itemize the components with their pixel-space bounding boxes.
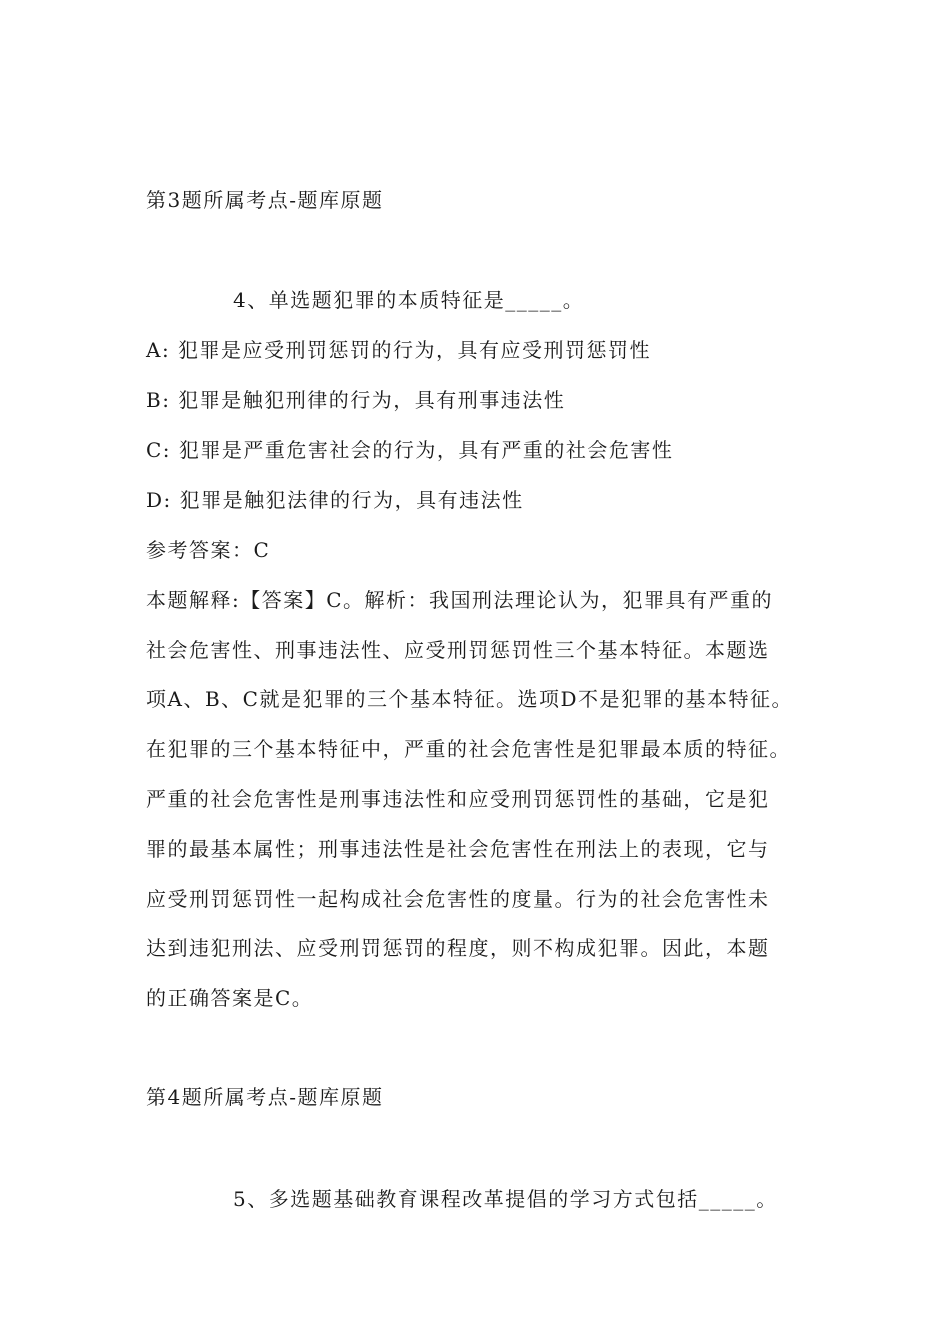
explanation-line: 应受刑罚惩罚性一起构成社会危害性的度量。行为的社会危害性未 <box>146 887 770 911</box>
question-4-option-b: B: 犯罪是触犯刑律的行为，具有刑事违法性 <box>146 388 566 412</box>
question-5-stem: 5、多选题基础教育课程改革提倡的学习方式包括_____。 <box>233 1187 778 1211</box>
section-3-topic: 第3题所属考点-题库原题 <box>146 188 384 212</box>
explanation-line: 达到违犯刑法、应受刑罚惩罚的程度，则不构成犯罪。因此，本题 <box>146 936 770 960</box>
section-4-topic: 第4题所属考点-题库原题 <box>146 1085 384 1109</box>
explanation-line: 在犯罪的三个基本特征中，严重的社会危害性是犯罪最本质的特征。 <box>146 737 791 761</box>
question-4-option-a: A: 犯罪是应受刑罚惩罚的行为，具有应受刑罚惩罚性 <box>146 338 652 362</box>
explanation-line: 本题解释:【答案】C。解析：我国刑法理论认为，犯罪具有严重的 <box>146 588 774 612</box>
explanation-line: 的正确答案是C。 <box>146 986 314 1010</box>
explanation-line: 严重的社会危害性是刑事违法性和应受刑罚惩罚性的基础，它是犯 <box>146 787 770 811</box>
question-4-stem: 4、单选题犯罪的本质特征是_____。 <box>233 288 585 312</box>
explanation-line: 项A、B、C就是犯罪的三个基本特征。选项D不是犯罪的基本特征。 <box>146 687 793 711</box>
question-4-option-d: D: 犯罪是触犯法律的行为，具有违法性 <box>146 488 524 512</box>
explanation-line: 社会危害性、刑事违法性、应受刑罚惩罚性三个基本特征。本题选 <box>146 638 770 662</box>
question-4-option-c: C: 犯罪是严重危害社会的行为，具有严重的社会危害性 <box>146 438 674 462</box>
question-4-answer: 参考答案：C <box>146 538 271 562</box>
explanation-line: 罪的最基本属性；刑事违法性是社会危害性在刑法上的表现，它与 <box>146 837 770 861</box>
